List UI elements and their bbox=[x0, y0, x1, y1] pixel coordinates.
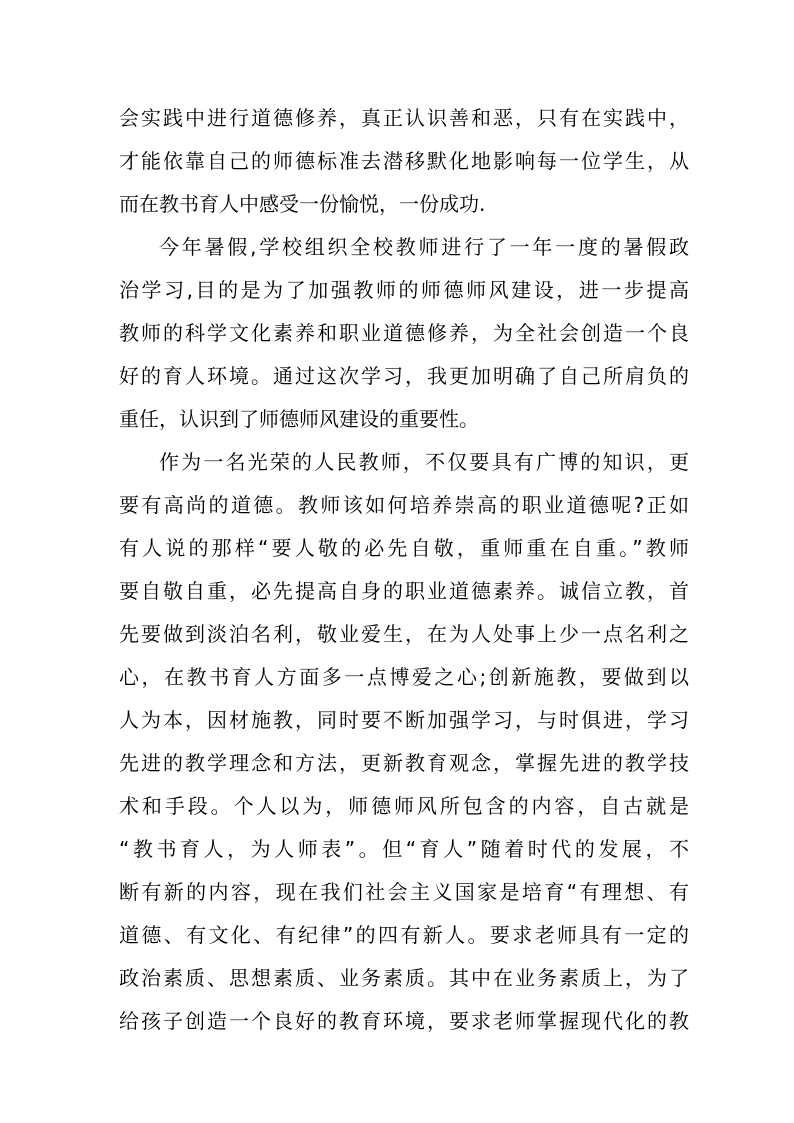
text-line: 心，在教书育人方面多一点博爱之心;创新施教，要做到以 bbox=[119, 665, 689, 689]
text-line: “教书育人，为人师表”。但“育人”随着时代的发展，不 bbox=[119, 837, 689, 861]
text-line: 重任，认识到了师德师风建设的重要性。 bbox=[119, 407, 479, 431]
text-line: 给孩子创造一个良好的教育环境，要求老师掌握现代化的教 bbox=[119, 1009, 689, 1033]
text-line: 今年暑假,学校组织全校教师进行了一年一度的暑假政 bbox=[159, 235, 689, 259]
text-line: 先进的教学理念和方法，更新教育观念，掌握先进的教学技 bbox=[119, 751, 689, 775]
text-line: 作为一名光荣的人民教师，不仅要具有广博的知识，更 bbox=[159, 450, 689, 474]
text-line: 会实践中进行道德修养，真正认识善和恶，只有在实践中， bbox=[119, 106, 689, 130]
text-line: 教师的科学文化素养和职业道德修养，为全社会创造一个良 bbox=[119, 321, 689, 345]
text-line: 治学习,目的是为了加强教师的师德师风建设，进一步提高 bbox=[119, 278, 689, 302]
text-line: 政治素质、思想素质、业务素质。其中在业务素质上，为了 bbox=[119, 966, 689, 990]
text-line: 术和手段。个人以为，师德师风所包含的内容，自古就是 bbox=[119, 794, 689, 818]
text-line: 先要做到淡泊名利，敬业爱生，在为人处事上少一点名利之 bbox=[119, 622, 689, 646]
text-line: 有人说的那样“要人敬的必先自敬，重师重在自重。”教师 bbox=[119, 536, 689, 560]
text-line: 要有高尚的道德。教师该如何培养崇高的职业道德呢?正如 bbox=[119, 493, 689, 517]
text-line: 才能依靠自己的师德标准去潜移默化地影响每一位学生，从 bbox=[119, 149, 689, 173]
text-line: 断有新的内容，现在我们社会主义国家是培育“有理想、有 bbox=[119, 880, 689, 904]
text-line: 好的育人环境。通过这次学习，我更加明确了自己所肩负的 bbox=[119, 364, 689, 388]
text-line: 要自敬自重，必先提高自身的职业道德素养。诚信立教，首 bbox=[119, 579, 689, 603]
text-line: 道德、有文化、有纪律”的四有新人。要求老师具有一定的 bbox=[119, 923, 689, 947]
text-line: 人为本，因材施教，同时要不断加强学习，与时俱进，学习 bbox=[119, 708, 689, 732]
text-line: 而在教书育人中感受一份愉悦，一份成功. bbox=[119, 192, 486, 216]
